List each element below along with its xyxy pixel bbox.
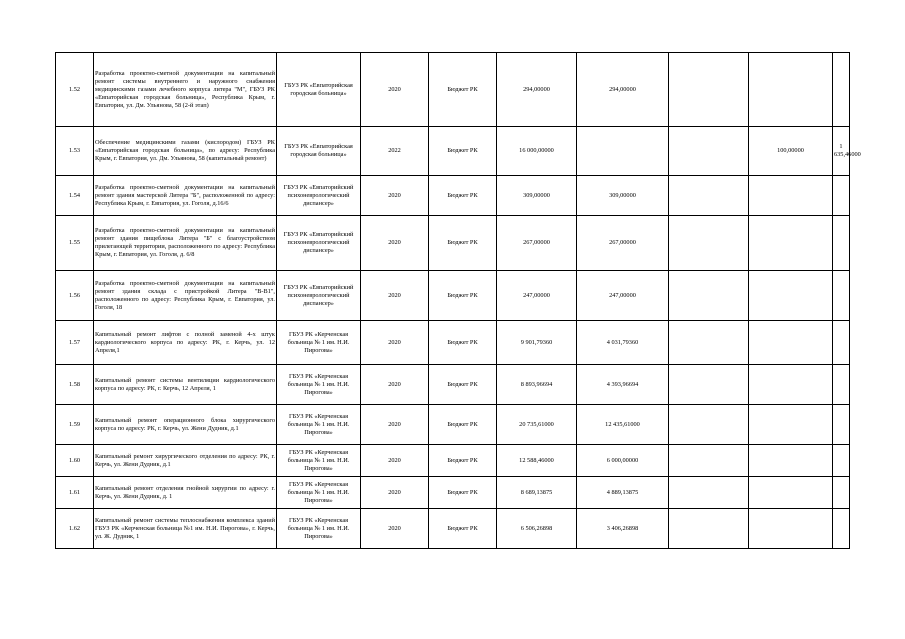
cell-work-name: Капитальный ремонт системы теплоснабжения комплекса зданий ГБУЗ РК «Керченская больница №1 им. Н.И. Пирогова», г. Керчь, ул. Ж. Дудник, 1 [94,509,277,549]
cell-executor: ГБУЗ РК «Керченская больница № 1 им. Н.И. Пирогова» [277,509,361,549]
cell-amount-2021 [669,53,749,127]
cell-amount-2023 [833,176,850,216]
cell-total-amount: 294,00000 [497,53,577,127]
cell-total-amount: 16 000,00000 [497,127,577,176]
cell-row-number: 1.60 [56,445,94,477]
cell-amount-2022: 100,00000 [749,127,833,176]
cell-executor: ГБУЗ РК «Евпаторийский психоневрологический диспансер» [277,216,361,271]
cell-year: 2020 [361,509,429,549]
cell-work-name: Разработка проектно-сметной документации на капитальный ремонт здания мастерской Литера "Б", расположенной по адресу: Республика Крым, г. Евпатория, ул. Гоголя, д.16/6 [94,176,277,216]
cell-work-name: Разработка проектно-сметной документации на капитальный ремонт здания пищеблока Литера "Б" с благоустройством прилегающей территории, расположенного по адресу: Республика Крым, г. Евпатория, ул. Гоголя, д. 6/8 [94,216,277,271]
cell-amount-2020: 247,00000 [577,271,669,321]
cell-year: 2020 [361,321,429,365]
cell-funding-source: Бюджет РК [429,216,497,271]
cell-amount-2022 [749,176,833,216]
cell-funding-source: Бюджет РК [429,127,497,176]
cell-work-name: Обеспечение медицинскими газами (кислородом) ГБУЗ РК «Евпаторийская городская больница», по адресу: Республика Крым, г. Евпатория, ул. Дм. Ульянова, 58 (капитальный ремонт) [94,127,277,176]
cell-amount-2020 [577,127,669,176]
cell-funding-source: Бюджет РК [429,321,497,365]
cell-work-name: Разработка проектно-сметной документации на капитальный ремонт системы внутреннего и наружного снабжения медицинскими газами лечебного корпуса литера "М", ГБУЗ РК «Евпаторийская городская больница», Республика Крым, г. Евпатория, ул. Дм. Ульянова, 58 (2-й этап) [94,53,277,127]
table-body [56,53,861,549]
table-row [56,445,850,477]
cell-executor: ГБУЗ РК «Керченская больница № 1 им. Н.И. Пирогова» [277,445,361,477]
table-row [56,216,850,271]
cell-amount-2021 [669,127,749,176]
cell-amount-2021 [669,509,749,549]
cell-row-number: 1.53 [56,127,94,176]
table-row [56,271,850,321]
cell-amount-2023 [833,321,850,365]
cell-amount-2022 [749,271,833,321]
cell-row-number: 1.59 [56,405,94,445]
cell-year: 2020 [361,405,429,445]
cell-amount-2022 [749,216,833,271]
cell-amount-2021 [669,216,749,271]
cell-amount-2022 [749,445,833,477]
table-row [56,509,850,549]
cell-amount-2021 [669,445,749,477]
cell-amount-2022 [749,405,833,445]
cell-amount-2020: 12 435,61000 [577,405,669,445]
cell-total-amount: 9 901,79360 [497,321,577,365]
table-row [56,127,850,176]
cell-work-name: Капитальный ремонт отделения гнойной хирургии по адресу: г. Керчь, ул. Жени Дудник, д. 1 [94,477,277,509]
cell-funding-source: Бюджет РК [429,53,497,127]
cell-amount-2023 [833,365,850,405]
cell-executor: ГБУЗ РК «Евпаторийский психоневрологический диспансер» [277,176,361,216]
table-row [56,405,850,445]
cell-amount-2021 [669,321,749,365]
cell-executor: ГБУЗ РК «Евпаторийская городская больница» [277,127,361,176]
cell-executor: ГБУЗ РК «Керченская больница № 1 им. Н.И. Пирогова» [277,365,361,405]
cell-row-number: 1.57 [56,321,94,365]
cell-amount-2021 [669,477,749,509]
cell-work-name: Капитальный ремонт лифтов с полной заменой 4-х штук кардиологического корпуса по адресу: РК, г. Керчь, ул. 12 Апреля,1 [94,321,277,365]
table-row [56,477,850,509]
cell-work-name: Капитальный ремонт операционного блока хирургического корпуса по адресу: РК, г. Керчь, ул. Жени Дудник, д.1 [94,405,277,445]
cell-amount-2023 [833,509,850,549]
cell-total-amount: 247,00000 [497,271,577,321]
cell-total-amount: 6 506,26898 [497,509,577,549]
cell-row-number: 1.62 [56,509,94,549]
cell-amount-2023 [833,405,850,445]
cell-total-amount: 309,00000 [497,176,577,216]
cell-funding-source: Бюджет РК [429,477,497,509]
cell-executor: ГБУЗ РК «Керченская больница № 1 им. Н.И. Пирогова» [277,321,361,365]
cell-year: 2020 [361,445,429,477]
cell-amount-2020: 309,00000 [577,176,669,216]
cell-funding-source: Бюджет РК [429,509,497,549]
cell-funding-source: Бюджет РК [429,271,497,321]
cell-year: 2020 [361,216,429,271]
cell-executor: ГБУЗ РК «Керченская больница № 1 им. Н.И. Пирогова» [277,477,361,509]
cell-work-name: Капитальный ремонт хирургического отделения по адресу: РК, г. Керчь, ул. Жени Дудник, д.1 [94,445,277,477]
cell-funding-source: Бюджет РК [429,365,497,405]
cell-amount-2023 [833,216,850,271]
cell-executor: ГБУЗ РК «Керченская больница № 1 им. Н.И. Пирогова» [277,405,361,445]
cell-amount-2022 [749,509,833,549]
cell-amount-2020: 294,00000 [577,53,669,127]
cell-amount-2022 [749,321,833,365]
cell-amount-2020: 4 889,13875 [577,477,669,509]
cell-amount-2022 [749,365,833,405]
cell-year: 2020 [361,477,429,509]
cell-amount-2023 [833,445,850,477]
cell-amount-2022 [749,53,833,127]
cell-row-number: 1.58 [56,365,94,405]
cell-row-number: 1.55 [56,216,94,271]
table-row [56,365,850,405]
cell-amount-2023: 1 635,46000 [833,127,850,176]
cell-amount-2020: 267,00000 [577,216,669,271]
cell-amount-2021 [669,271,749,321]
cell-year: 2020 [361,176,429,216]
cell-year: 2020 [361,271,429,321]
cell-row-number: 1.52 [56,53,94,127]
cell-funding-source: Бюджет РК [429,176,497,216]
cell-amount-2020: 4 031,79360 [577,321,669,365]
cell-work-name: Капитальный ремонт системы вентиляции кардиологического корпуса по адресу: РК, г. Керчь, 12 Апреля, 1 [94,365,277,405]
cell-year: 2020 [361,365,429,405]
cell-amount-2020: 4 393,96694 [577,365,669,405]
cell-row-number: 1.56 [56,271,94,321]
budget-table [55,52,861,549]
cell-amount-2023 [833,271,850,321]
cell-total-amount: 20 735,61000 [497,405,577,445]
cell-amount-2021 [669,405,749,445]
cell-year: 2020 [361,53,429,127]
cell-year: 2022 [361,127,429,176]
cell-total-amount: 12 588,46000 [497,445,577,477]
table-row [56,321,850,365]
cell-executor: ГБУЗ РК «Евпаторийский психоневрологический диспансер» [277,271,361,321]
cell-funding-source: Бюджет РК [429,405,497,445]
cell-amount-2021 [669,176,749,216]
cell-funding-source: Бюджет РК [429,445,497,477]
cell-amount-2020: 6 000,00000 [577,445,669,477]
cell-work-name: Разработка проектно-сметной документации на капитальный ремонт здания склада с пристройкой Литера "В-В1", расположенного по адресу: Республика Крым, г. Евпатория, ул. Гоголя, 18 [94,271,277,321]
cell-total-amount: 267,00000 [497,216,577,271]
table-row [56,176,850,216]
cell-row-number: 1.61 [56,477,94,509]
table-row [56,53,850,127]
cell-amount-2023 [833,477,850,509]
cell-total-amount: 8 689,13875 [497,477,577,509]
cell-executor: ГБУЗ РК «Евпаторийская городская больница» [277,53,361,127]
cell-amount-2021 [669,365,749,405]
cell-total-amount: 8 893,96694 [497,365,577,405]
cell-amount-2023 [833,53,850,127]
cell-amount-2022 [749,477,833,509]
cell-row-number: 1.54 [56,176,94,216]
cell-amount-2020: 3 406,26898 [577,509,669,549]
